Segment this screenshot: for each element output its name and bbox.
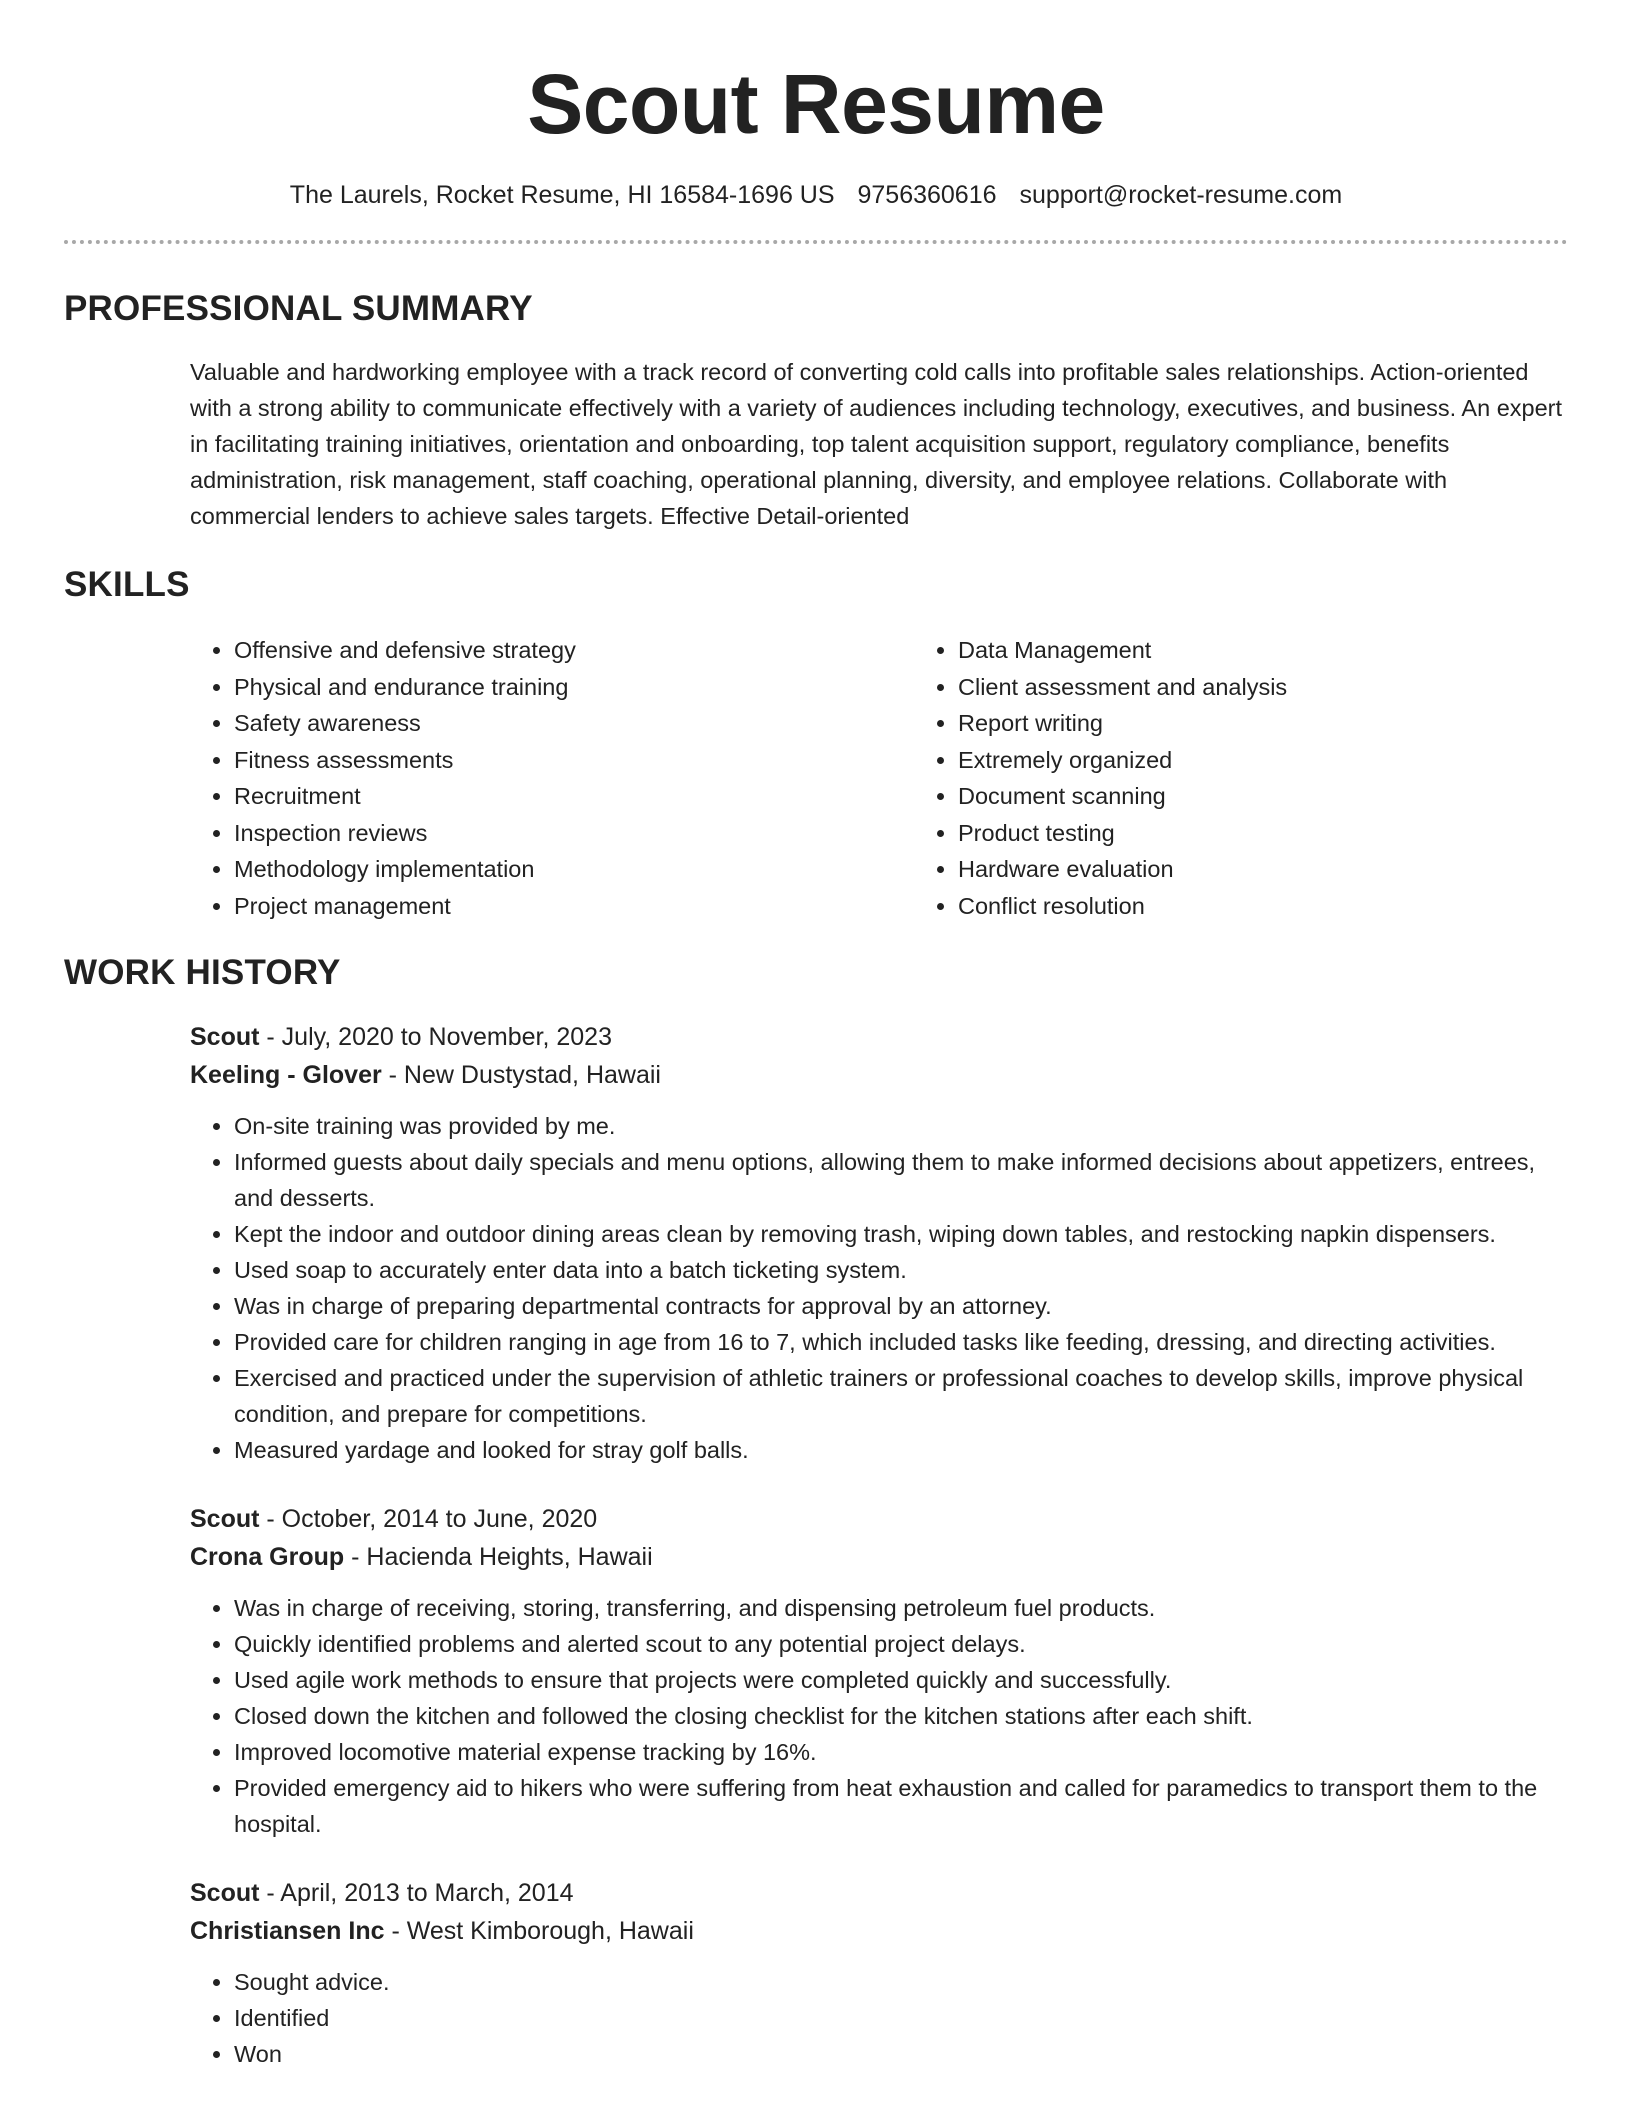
job-entry — [190, 1500, 1568, 1842]
skills-column-left — [190, 632, 914, 924]
skills-heading: SKILLS — [64, 565, 190, 604]
job-dates: - October, 2014 to June, 2020 — [259, 1505, 598, 1533]
skill-item: • Client assessment and analysis — [958, 669, 1558, 706]
skill-item: • Offensive and defensive strategy — [234, 632, 914, 669]
skill-item: • Recruitment — [234, 778, 914, 815]
skill-item: • Conflict resolution — [958, 888, 1558, 925]
job-bullet: • Exercised and practiced under the supervision of athletic trainers or professional coaches to develop skills, improve physical condition, and prepare for competitions. — [234, 1360, 1568, 1432]
contact-line — [64, 178, 1568, 212]
job-role: Scout — [190, 1505, 260, 1533]
skills-column-right — [914, 632, 1558, 924]
job-entry — [190, 1874, 1568, 2072]
summary-text: Valuable and hardworking employee with a track record of converting cold calls into profitable sales relationships. Action-oriented with a strong ability to communicate effectively with a variety of audiences including technology, executives, and business. An expert in facilitating training initiatives, orientation and onboarding, top talent acquisition support, regulatory compliance, benefits administration, risk management, staff coaching, operational planning, diversity, and employee relations. Collaborate with commercial lenders to achieve sales targets. Effective Detail-oriented — [190, 359, 1563, 529]
work-history-heading: WORK HISTORY — [64, 953, 341, 992]
job-bullet: • Was in charge of receiving, storing, transferring, and dispensing petroleum fuel products. — [234, 1590, 1568, 1626]
job-role: Scout — [190, 1023, 260, 1051]
job-company-line — [190, 1912, 1568, 1950]
skill-item: • Fitness assessments — [234, 742, 914, 779]
job-bullet: • Measured yardage and looked for stray golf balls. — [234, 1432, 1568, 1468]
job-bullet: • Won — [234, 2036, 1568, 2072]
skill-item: • Extremely organized — [958, 742, 1558, 779]
job-bullet: • Kept the indoor and outdoor dining areas clean by removing trash, wiping down tables, and restocking napkin dispensers. — [234, 1216, 1568, 1252]
job-bullets — [190, 1108, 1568, 1468]
skill-item: • Data Management — [958, 632, 1558, 669]
job-bullet: • Provided emergency aid to hikers who were suffering from heat exhaustion and called for paramedics to transport them to the hospital. — [234, 1770, 1568, 1842]
contact-address: The Laurels, Rocket Resume, HI 16584-1696 US — [289, 181, 835, 209]
job-company: Christiansen Inc — [190, 1917, 385, 1945]
skills-list — [190, 632, 1568, 924]
job-company: Keeling - Glover — [190, 1061, 382, 1089]
job-location: - West Kimborough, Hawaii — [384, 1917, 694, 1945]
resume-name: Scout Resume — [527, 57, 1105, 151]
job-role: Scout — [190, 1879, 260, 1907]
job-bullet: • Provided care for children ranging in age from 16 to 7, which included tasks like feeding, dressing, and directing activities. — [234, 1324, 1568, 1360]
job-bullet: • Informed guests about daily specials and menu options, allowing them to make informed decisions about appetizers, entrees, and desserts. — [234, 1144, 1568, 1216]
job-role-line — [190, 1874, 1568, 1912]
job-bullet: • On-site training was provided by me. — [234, 1108, 1568, 1144]
job-bullet: • Was in charge of preparing departmental contracts for approval by an attorney. — [234, 1288, 1568, 1324]
job-role-line — [190, 1018, 1568, 1056]
job-bullet: • Improved locomotive material expense tracking by 16%. — [234, 1734, 1568, 1770]
job-location: - New Dustystad, Hawaii — [381, 1061, 661, 1089]
skill-item: • Methodology implementation — [234, 851, 914, 888]
skill-item: • Hardware evaluation — [958, 851, 1558, 888]
job-role-line — [190, 1500, 1568, 1538]
job-company: Crona Group — [190, 1543, 345, 1571]
job-company-line — [190, 1538, 1568, 1576]
skill-item: • Project management — [234, 888, 914, 925]
job-bullets — [190, 1964, 1568, 2072]
job-company-line — [190, 1056, 1568, 1094]
job-bullet: • Identified — [234, 2000, 1568, 2036]
skill-item: • Safety awareness — [234, 705, 914, 742]
job-bullet: • Used soap to accurately enter data into a batch ticketing system. — [234, 1252, 1568, 1288]
job-bullet: • Sought advice. — [234, 1964, 1568, 2000]
job-bullets — [190, 1590, 1568, 1842]
skill-item: • Product testing — [958, 815, 1558, 852]
job-bullet: • Quickly identified problems and alerted scout to any potential project delays. — [234, 1626, 1568, 1662]
skill-item: • Physical and endurance training — [234, 669, 914, 706]
skill-item: • Inspection reviews — [234, 815, 914, 852]
contact-email: support@rocket-resume.com — [1019, 181, 1343, 209]
job-location: - Hacienda Heights, Hawaii — [344, 1543, 653, 1571]
job-bullet: • Used agile work methods to ensure that projects were completed quickly and successfully. — [234, 1662, 1568, 1698]
job-dates: - July, 2020 to November, 2023 — [259, 1023, 612, 1051]
skill-item: • Document scanning — [958, 778, 1558, 815]
skill-item: • Report writing — [958, 705, 1558, 742]
job-dates: - April, 2013 to March, 2014 — [259, 1879, 574, 1907]
contact-phone: 9756360616 — [857, 181, 997, 209]
job-bullet: • Closed down the kitchen and followed the closing checklist for the kitchen stations after each shift. — [234, 1698, 1568, 1734]
header-divider — [64, 240, 1568, 244]
summary-heading: PROFESSIONAL SUMMARY — [64, 289, 533, 328]
job-entry — [190, 1018, 1568, 1468]
